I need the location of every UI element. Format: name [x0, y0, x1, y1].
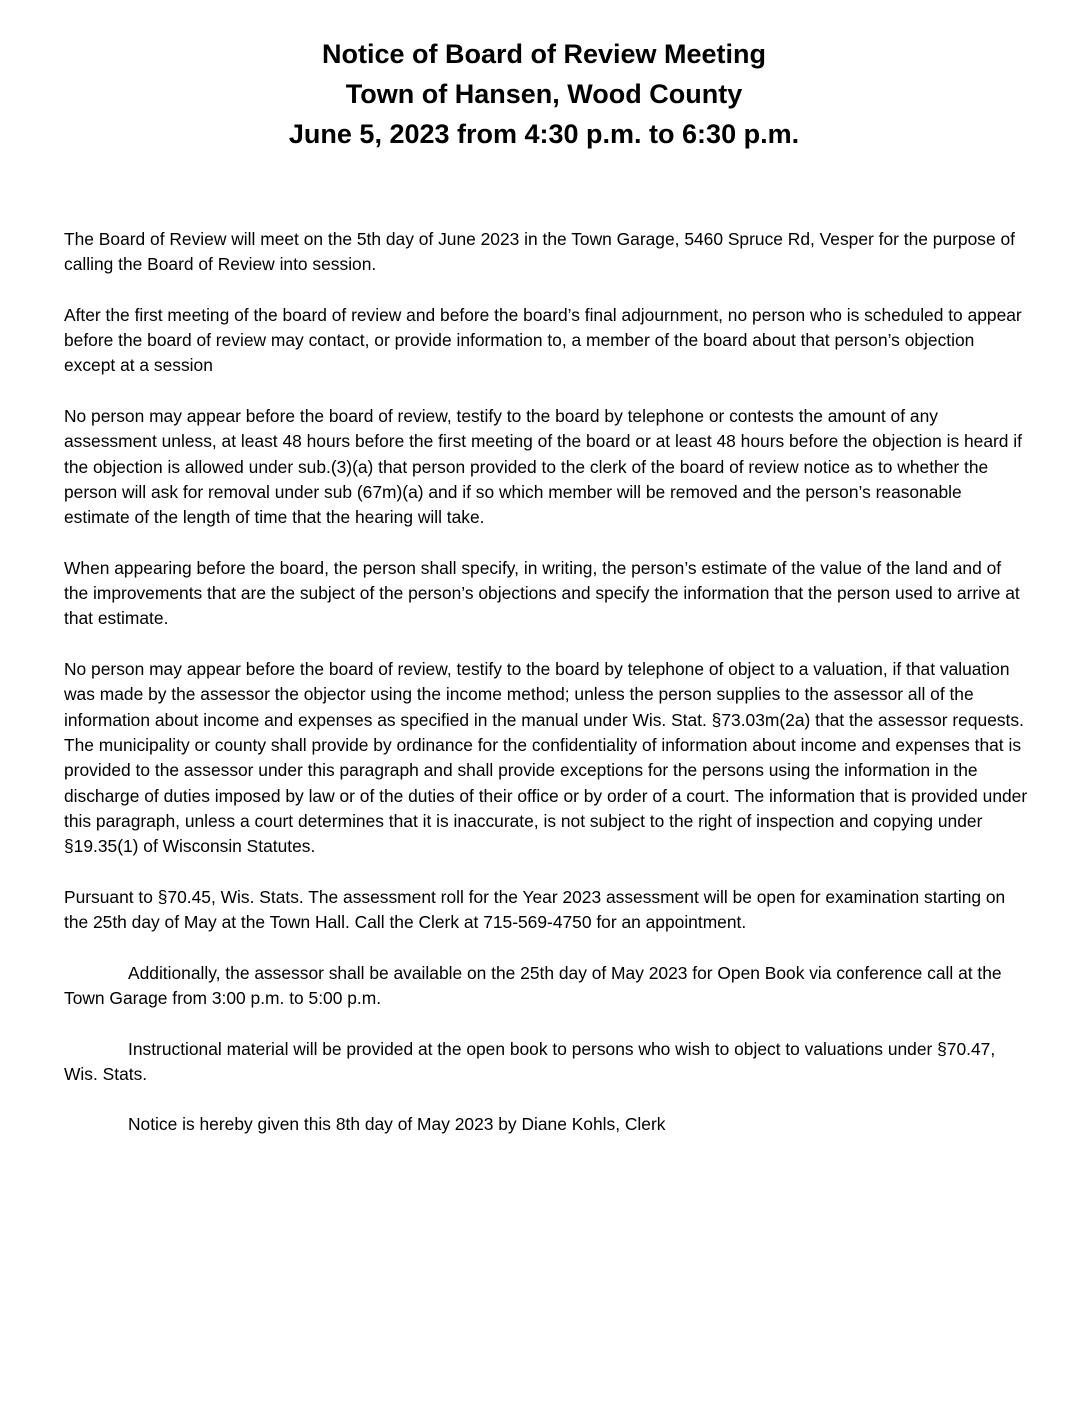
paragraph-written-estimate: When appearing before the board, the person shall specify, in writing, the person’s estimate of the value of the land and of the improvements that are the subject of the person’s objections and specify the information that the person used to arrive at that estimate. — [64, 557, 1020, 629]
notice-body — [64, 227, 1029, 1138]
notice-title-block — [0, 34, 1088, 154]
paragraph-income-method: No person may appear before the board of review, testify to the board by telephone of object to a valuation, if that valuation was made by the assessor the objector using the income method; unless the person supplies to the assessor all of the information about income and expenses as specified in the manual under Wis. Stat. §73.03m(2a) that the assessor requests. The municipality or county shall provide by ordinance for the confidentiality of information about income and expenses that is provided to the assessor under this paragraph and shall provide exceptions for the persons using the information in the discharge of duties imposed by law or of the duties of their office or by order of a court. The information that is provided under this paragraph, unless a court determines that it is inaccurate, is not subject to the right of inspection and copying under §19.35(1) of Wisconsin Statutes. — [64, 659, 1028, 857]
notice-meeting-date: June 5, 2023 from 4:30 p.m. to 6:30 p.m. — [288, 119, 800, 149]
paragraph-open-book: Additionally, the assessor shall be available on the 25th day of May 2023 for Open Book via conference call at the Town Garage from 3:00 p.m. to 5:00 p.m. — [64, 962, 1002, 1008]
notice-municipality: Town of Hansen, Wood County — [345, 79, 743, 109]
paragraph-meeting-location: The Board of Review will meet on the 5th day of June 2023 in the Town Garage, 5460 Spruce Rd, Vesper for the purpose of calling the Board of Review into session. — [64, 229, 1015, 275]
notice-title: Notice of Board of Review Meeting — [321, 39, 767, 69]
paragraph-notice-given: Notice is hereby given this 8th day of May 2023 by Diane Kohls, Clerk — [128, 1114, 666, 1135]
paragraph-assessment-roll: Pursuant to §70.45, Wis. Stats. The assessment roll for the Year 2023 assessment will be open for examination starting on the 25th day of May at the Town Hall. Call the Clerk at 715-569-4750 for an appointment. — [64, 886, 1006, 933]
paragraph-instructional-material: Instructional material will be provided at the open book to persons who wish to object to valuations under §70.47, Wis. Stats. — [64, 1038, 996, 1084]
paragraph-appearance-requirements: No person may appear before the board of review, testify to the board by telephone or contests the amount of any assessment unless, at least 48 hours before the first meeting of the board or at least 48 hours before the objection is heard if the objection is allowed under sub.(3)(a) that person provided to the clerk of the board of review notice as to whether the person will ask for removal under sub (67m)(a) and if so which member will be removed and the person’s reasonable estimate of the length of time that the hearing will take. — [64, 406, 1023, 528]
paragraph-contact-restriction: After the first meeting of the board of review and before the board’s final adjournment, no person who is scheduled to appear before the board of review may contact, or provide information to, a member of the board about that person’s objection except at a session — [64, 304, 1022, 376]
